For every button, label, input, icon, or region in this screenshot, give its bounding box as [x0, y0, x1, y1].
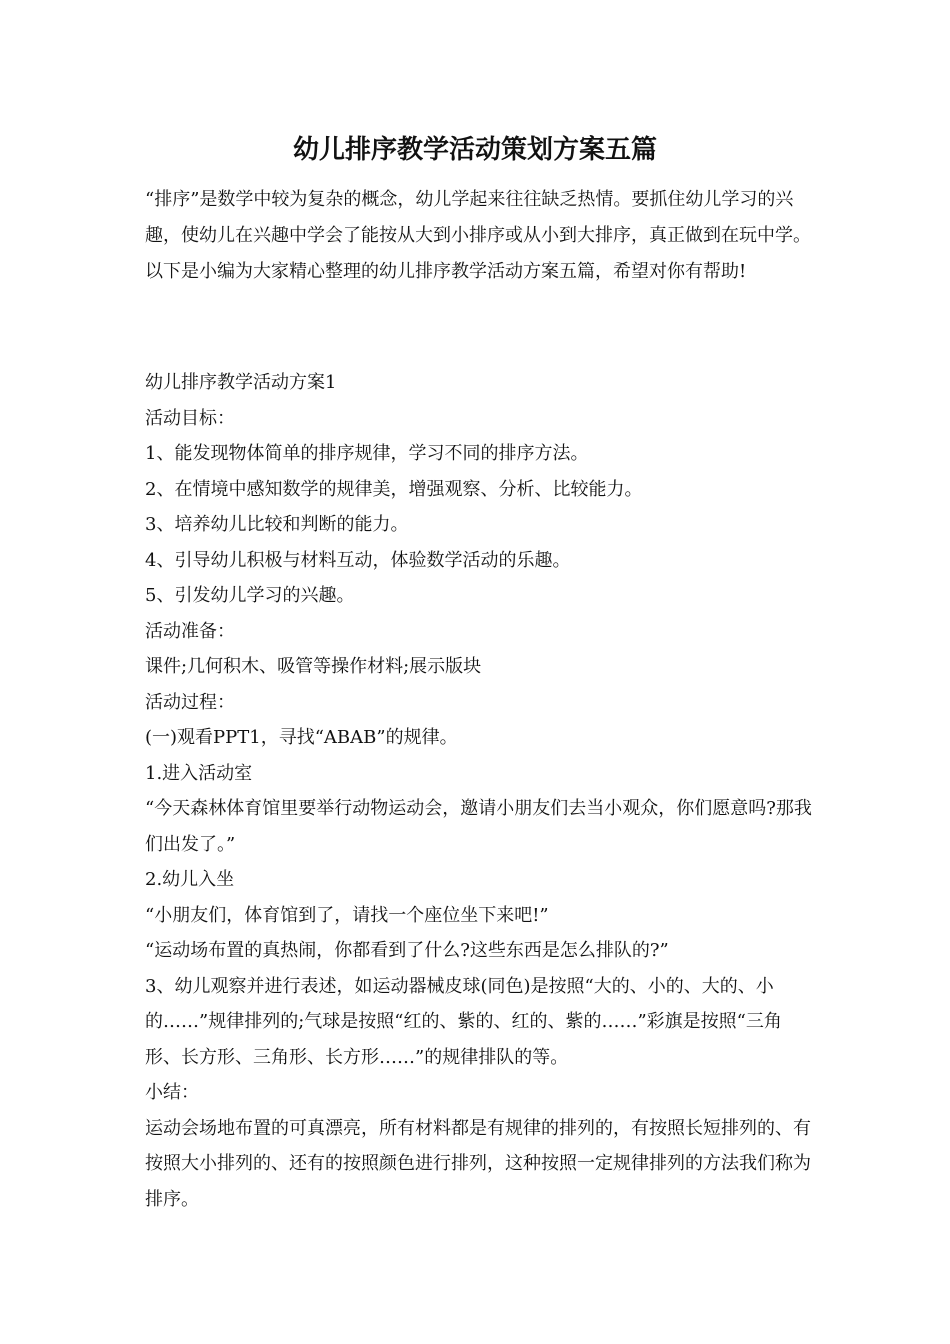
- process-step: 2.幼儿入坐: [145, 869, 235, 890]
- section-heading: 幼儿排序教学活动方案1: [145, 372, 337, 393]
- goal-item: 4、引导幼儿积极与材料互动，体验数学活动的乐趣。: [145, 549, 571, 571]
- dialogue-paragraph: “运动场布置的真热闹，你都看到了什么?这些东西是怎么排队的?”: [145, 940, 669, 961]
- label-activity-goals: 活动目标：: [145, 407, 235, 429]
- document-body: [145, 365, 825, 1217]
- label-activity-process: 活动过程：: [145, 691, 235, 713]
- goal-item: 1、能发现物体简单的排序规律，学习不同的排序方法。: [145, 443, 589, 464]
- process-step: 3、幼儿观察并进行表述，如运动器械皮球(同色)是按照“大的、小的、大的、小的……”规律排列的;气球是按照“红的、紫的、红的、紫的……”彩旗是按照“三角形、长方形、三角形、长方形……”的规律排队的等。: [145, 975, 782, 1068]
- process-step: 1.进入活动室: [145, 762, 253, 784]
- dialogue-paragraph: “今天森林体育馆里要举行动物运动会，邀请小朋友们去当小观众，你们愿意吗?那我们出发了。”: [145, 798, 812, 855]
- document-title: 幼儿排序教学活动策划方案五篇: [292, 135, 657, 165]
- dialogue-paragraph: “小朋友们，体育馆到了，请找一个座位坐下来吧!”: [145, 904, 549, 926]
- label-summary: 小结：: [145, 1082, 199, 1103]
- summary-paragraph: 运动会场地布置的可真漂亮，所有材料都是有规律的排列的，有按照长短排列的、有按照大小排列的、还有的按照颜色进行排列，这种按照一定规律排列的方法我们称为排序。: [145, 1117, 811, 1210]
- intro-paragraph: “排序”是数学中较为复杂的概念，幼儿学起来往往缺乏热情。要抓住幼儿学习的兴趣，使幼儿在兴趣中学会了能按从大到小排序或从小到大排序，真正做到在玩中学。以下是小编为大家精心整理的幼儿排序教学活动方案五篇，希望对你有帮助!: [145, 189, 811, 282]
- process-step: (一)观看PPT1，寻找“ABAB”的规律。: [145, 727, 458, 748]
- goal-item: 3、培养幼儿比较和判断的能力。: [145, 514, 409, 535]
- label-activity-prep: 活动准备：: [145, 620, 235, 642]
- prep-materials: 课件;几何积木、吸管等操作材料;展示版块: [145, 656, 482, 677]
- goal-item: 5、引发幼儿学习的兴趣。: [145, 585, 355, 606]
- goal-item: 2、在情境中感知数学的规律美，增强观察、分析、比较能力。: [145, 478, 643, 500]
